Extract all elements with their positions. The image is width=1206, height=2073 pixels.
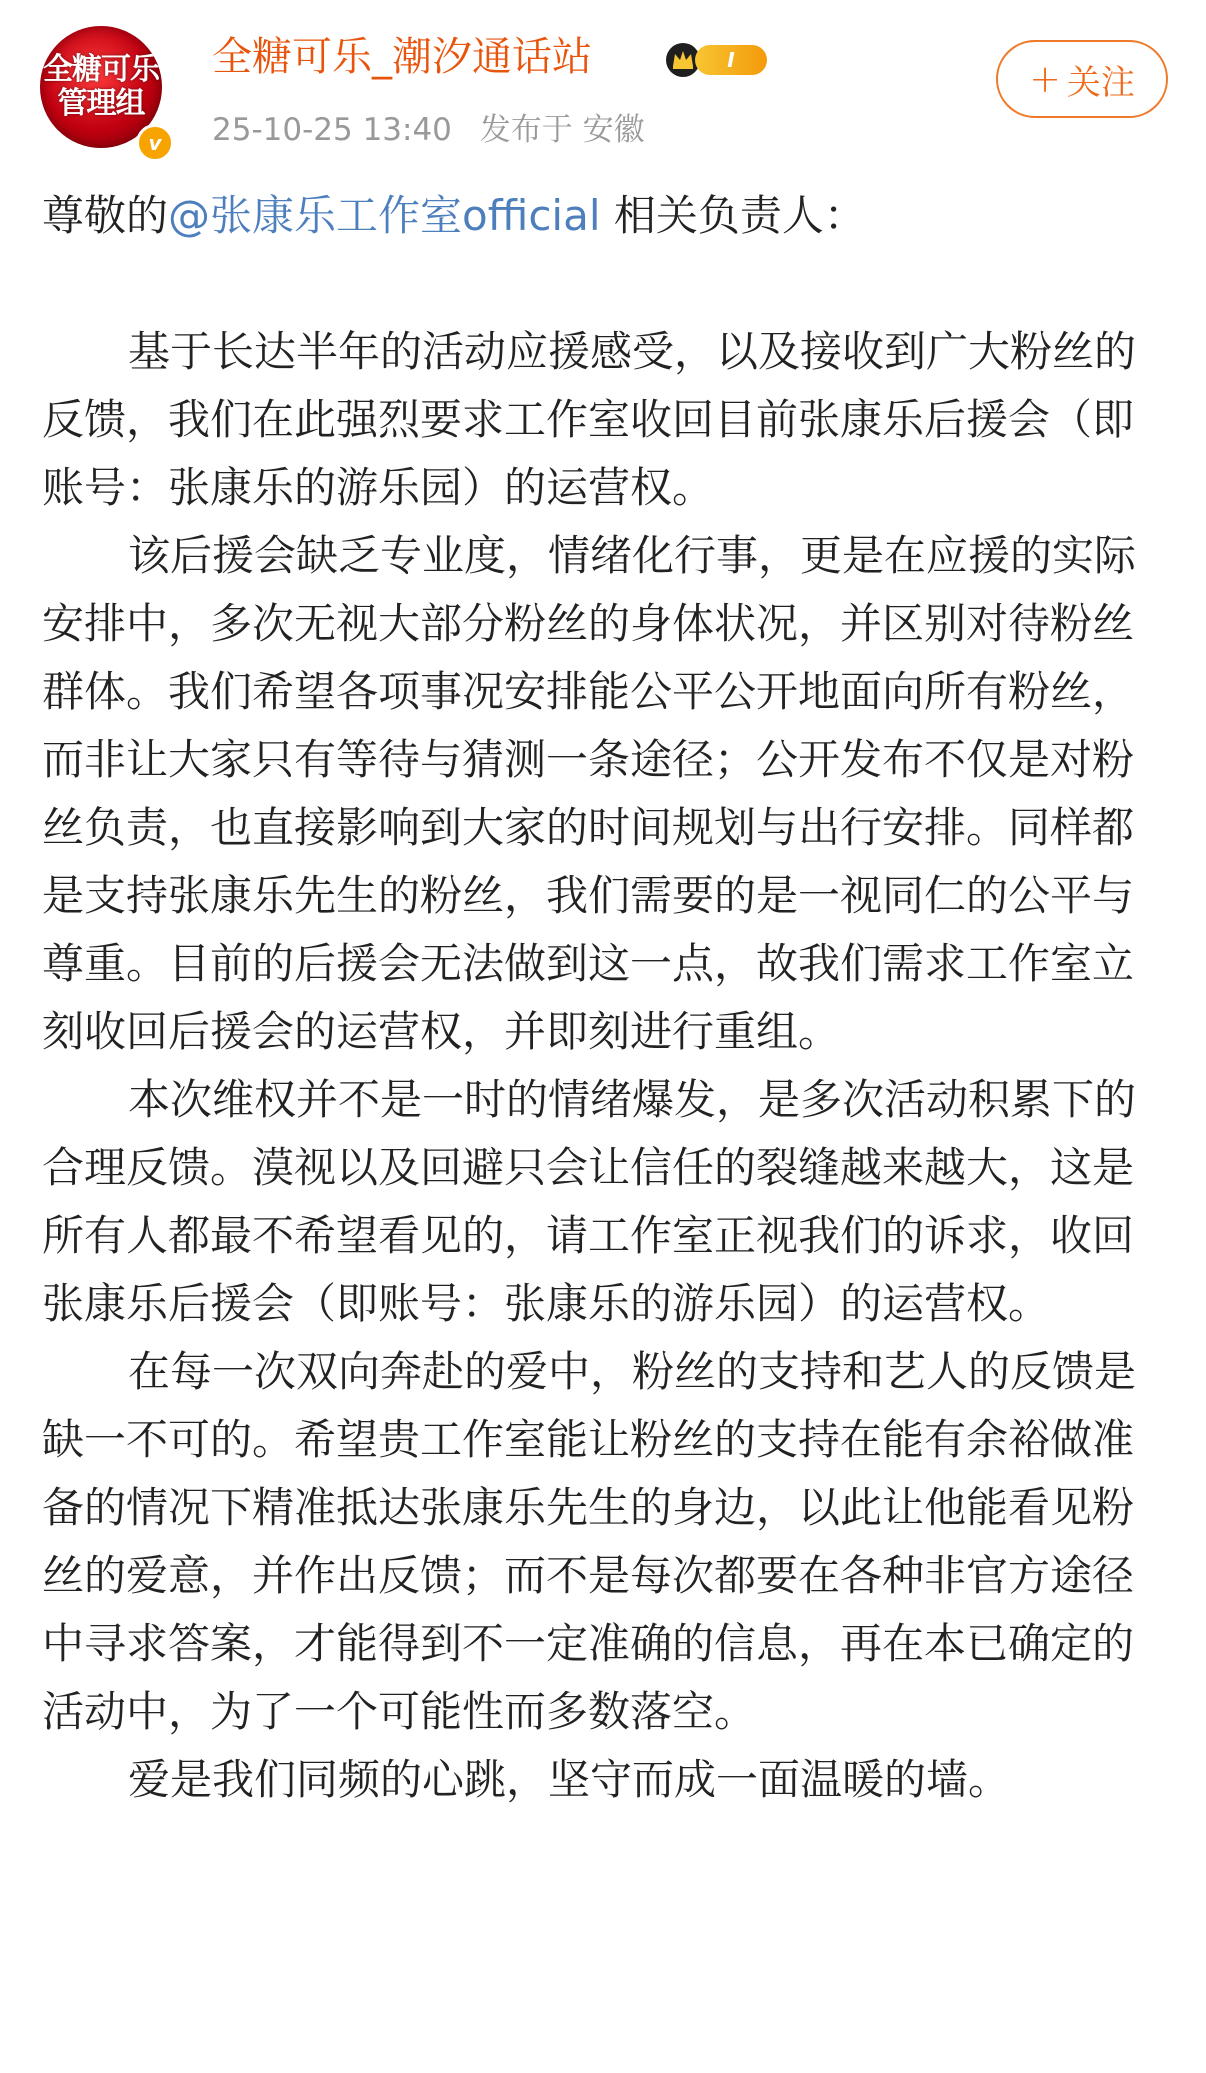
mention-link[interactable]: @张康乐工作室official	[168, 191, 601, 240]
post-body	[42, 182, 1172, 1814]
verified-icon: v	[136, 124, 174, 162]
paragraph-3: 本次维权并不是一时的情绪爆发，是多次活动积累下的合理反馈。漠视以及回避只会让信任的裂缝越来越大，这是所有人都最不希望看见的，请工作室正视我们的诉求，收回张康乐后援会（即账号：张康乐的游乐园）的运营权。	[42, 1075, 1137, 1328]
post-location: 发布于 安徽	[479, 112, 645, 148]
avatar[interactable]	[40, 26, 170, 156]
avatar-logo-line1: 全糖可乐	[43, 52, 159, 87]
author-name[interactable]: 全糖可乐_潮汐通话站	[212, 34, 592, 80]
level-badge[interactable]	[665, 40, 767, 80]
greeting-suffix: 相关负责人：	[600, 191, 866, 240]
plus-icon: +	[1029, 57, 1061, 101]
paragraph-4: 在每一次双向奔赴的爱中，粉丝的支持和艺人的反馈是缺一不可的。希望贵工作室能让粉丝的支持在能有余裕做准备的情况下精准抵达张康乐先生的身边，以此让他能看见粉丝的爱意，并作出反馈；而不是每次都要在各种非官方途径中寻求答案，才能得到不一定准确的信息，再在本已确定的活动中，为了一个可能性而多数落空。	[42, 1347, 1137, 1736]
paragraph-5: 爱是我们同频的心跳，坚守而成一面温暖的墙。	[128, 1755, 1011, 1804]
follow-button[interactable]	[996, 40, 1168, 118]
post-timestamp: 25-10-25 13:40	[212, 112, 452, 148]
post-header	[0, 0, 1206, 160]
level-number: I	[695, 45, 767, 75]
avatar-logo-line2: 管理组	[57, 86, 145, 121]
follow-label: 关注	[1066, 62, 1135, 103]
paragraph-2: 该后援会缺乏专业度，情绪化行事，更是在应援的实际安排中，多次无视大部分粉丝的身体状况，并区别对待粉丝群体。我们希望各项事况安排能公平公开地面向所有粉丝，而非让大家只有等待与猜测一条途径；公开发布不仅是对粉丝负责，也直接影响到大家的时间规划与出行安排。同样都是支持张康乐先生的粉丝，我们需要的是一视同仁的公平与尊重。目前的后援会无法做到这一点，故我们需求工作室立刻收回后援会的运营权，并即刻进行重组。	[42, 531, 1137, 1056]
greeting-prefix: 尊敬的	[42, 191, 169, 240]
post-meta	[212, 104, 663, 149]
greeting	[42, 182, 1172, 250]
paragraph-1: 基于长达半年的活动应援感受，以及接收到广大粉丝的反馈，我们在此强烈要求工作室收回目前张康乐后援会（即账号：张康乐的游乐园）的运营权。	[42, 327, 1137, 512]
